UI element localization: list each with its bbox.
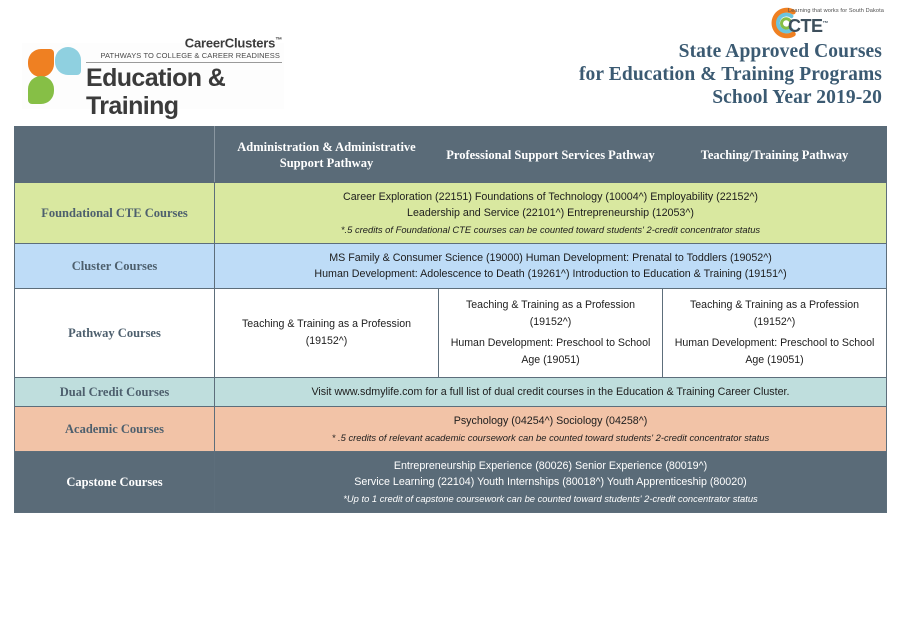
- career-clusters-leaf-icon: [28, 47, 84, 105]
- course-line: Leadership and Service (22101^) Entrepreneurship (12053^): [407, 207, 694, 219]
- course-line: Service Learning (22104) Youth Internships (80018^) Youth Apprenticeship (80020): [354, 476, 747, 488]
- table-row-capstone-courses: [15, 452, 887, 513]
- course-line: Human Development: Preschool to School: [450, 337, 651, 349]
- cte-wordmark-text: CTE: [788, 16, 823, 36]
- course-line: (19152^): [529, 316, 572, 328]
- cte-wordmark: [788, 15, 884, 36]
- page-title-line-2: for Education & Training Programs: [578, 64, 882, 85]
- course-matrix-table: [14, 126, 886, 513]
- course-line: Psychology (04254^) Sociology (04258^): [453, 415, 648, 427]
- table-row-foundational-cte: [15, 183, 887, 244]
- row-label-cluster-courses: Cluster Courses: [15, 244, 215, 289]
- course-line: (19152^): [753, 316, 796, 328]
- header-cell-teaching-training-pathway: Teaching/Training Pathway: [663, 127, 887, 183]
- course-line: Human Development: Adolescence to Death (19261^) Introduction to Education & Training (19151^): [314, 268, 787, 280]
- course-line: Teaching & Training as a Profession: [689, 299, 859, 311]
- row-note-foundational-cte: *.5 credits of Foundational CTE courses can be counted toward students' 2-credit concentrator status: [340, 224, 761, 235]
- row-label-academic-courses: Academic Courses: [15, 407, 215, 452]
- dual-credit-link-text[interactable]: Visit www.sdmylife.com for a full list of dual credit courses in the Education & Training Career Cluster.: [311, 386, 790, 398]
- course-line: Human Development: Preschool to School: [674, 337, 875, 349]
- row-label-pathway-courses: Pathway Courses: [15, 289, 215, 378]
- row-content-academic-courses: [215, 407, 887, 452]
- table-row-academic-courses: [15, 407, 887, 452]
- course-line: Teaching & Training as a Profession: [241, 318, 411, 330]
- header-cell-administration-pathway: Administration & Administrative Support Pathway: [215, 127, 439, 183]
- course-line: (19152^): [305, 335, 348, 347]
- sd-cte-logo: [766, 4, 888, 42]
- cte-trademark: ™: [822, 21, 828, 27]
- row-content-pathway-administration: [215, 289, 439, 378]
- career-clusters-wordmark: [86, 34, 284, 50]
- header-cell-blank: [15, 127, 215, 183]
- row-label-capstone-courses: Capstone Courses: [15, 452, 215, 513]
- career-clusters-logo: [22, 35, 284, 120]
- row-content-foundational-cte: [215, 183, 887, 244]
- page-header: [0, 0, 900, 122]
- course-line: Age (19051): [521, 354, 580, 366]
- course-line: MS Family & Consumer Science (19000) Human Development: Prenatal to Toddlers (19052^): [329, 252, 772, 264]
- row-note-capstone-courses: *Up to 1 credit of capstone coursework can be counted toward students' 2-credit concentrator status: [343, 493, 758, 504]
- page-title-line-1: State Approved Courses: [678, 41, 882, 62]
- page-title: [579, 40, 882, 109]
- cte-tagline: Learning that works for South Dakota: [788, 8, 884, 14]
- page-title-line-3: School Year 2019-20: [712, 87, 882, 108]
- table-header-row: [15, 127, 887, 183]
- course-line: Career Exploration (22151) Foundations of Technology (10004^) Employability (22152^): [342, 191, 758, 203]
- course-line: Teaching & Training as a Profession: [465, 299, 635, 311]
- career-clusters-wordmark-text: CareerClusters: [184, 35, 276, 51]
- row-note-academic-courses: * .5 credits of relevant academic coursework can be counted toward students' 2-credit concentrator status: [331, 432, 770, 443]
- career-clusters-tagline: PATHWAYS TO COLLEGE & CAREER READINESS: [86, 51, 282, 63]
- course-line: Age (19051): [745, 354, 804, 366]
- cluster-name: Education & Training: [86, 63, 226, 120]
- table-row-cluster-courses: [15, 244, 887, 289]
- row-content-dual-credit-courses: [215, 378, 887, 407]
- career-clusters-trademark: ™: [275, 37, 282, 45]
- row-label-dual-credit-courses: Dual Credit Courses: [15, 378, 215, 407]
- course-line: Entrepreneurship Experience (80026) Senior Experience (80019^): [393, 460, 708, 472]
- header-cell-professional-support-pathway: Professional Support Services Pathway: [439, 127, 663, 183]
- row-content-cluster-courses: [215, 244, 887, 289]
- row-content-pathway-professional-support: [439, 289, 663, 378]
- row-content-pathway-teaching-training: [663, 289, 887, 378]
- row-label-foundational-cte: Foundational CTE Courses: [15, 183, 215, 244]
- table-row-dual-credit-courses: [15, 378, 887, 407]
- table-row-pathway-courses: [15, 289, 887, 378]
- row-content-capstone-courses: [215, 452, 887, 513]
